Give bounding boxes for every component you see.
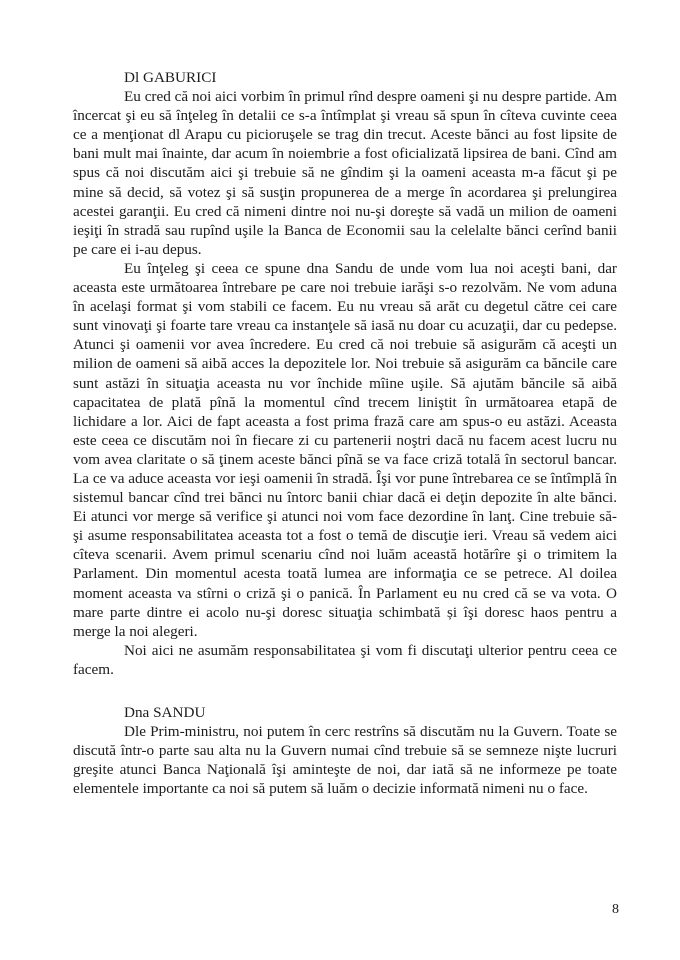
speaker-name: Dl GABURICI bbox=[124, 69, 217, 86]
paragraph: Eu înţeleg şi ceea ce spune dna Sandu de unde vom lua noi aceşti bani, dar aceasta este următoarea întrebare pe care noi trebuie iarăşi s-o rezolvăm. Ne vom aduna în acelaşi format şi vom stabili ce facem. Eu nu vreau să arăt cu degetul către cei care sunt vinovaţi şi foarte tare vreau ca instanţele să iasă nu doar cu acuzaţii, dar cu pedepse. Atunci şi oamenii vor avea încredere. Eu cred că noi trebuie să asigurăm că aceşti un milion de oameni să aibă acces la depozitele lor. Noi trebuie să asigurăm ca băncile care sunt astăzi în situaţia aceasta nu vor închide mîine uşile. Să ajutăm băncile să aibă capacitatea de plată pînă la momentul cînd trecem liniştit în următoarea etapă de lichidare a lor. Aici de fapt aceasta a fost prima frază care am spus-o eu astăzi. Aceasta este ceea ce discutăm noi în fiecare zi cu partenerii noştri dacă nu facem acest lucru nu vom avea claritate o să ţinem aceste bănci pînă se va face criză totală în sectorul bancar. La ce va aduce aceasta vor ieşi oamenii în stradă. Îşi vor pune întrebarea ce se întîmplă în sistemul bancar cînd trei bănci nu întorc banii chiar dacă ei deţin depozite în alte bănci. Ei atunci vor merge să verifice şi atunci noi vom face dezordine în lanţ. Cine trebuie să-şi asume responsabilitatea aceasta tot a fost o temă de discuţie ieri. Vreau să vedem aici cîteva scenarii. Avem primul scenariu cînd noi luăm această hotărîre şi o trimitem la Parlament. Din momentul acesta toată lumea are informaţia ce se petrece. Al doilea moment aceasta va stîrni o criză şi o panică. În Parlament eu nu cred că se va vota. O mare parte dintre ei acolo nu-şi doresc situaţia schimbată și îşi doresc haos pentru a merge la noi alegeri. bbox=[73, 259, 617, 640]
section-sandu bbox=[73, 703, 617, 798]
paragraph: Noi aici ne asumăm responsabilitatea şi vom fi discutaţi ulterior pentru ceea ce facem. bbox=[73, 641, 617, 678]
speaker-name: Dna SANDU bbox=[124, 704, 206, 721]
paragraph: Eu cred că noi aici vorbim în primul rînd despre oameni şi nu despre partide. Am încercat şi eu să înţeleg în detalii ce s-a întîmplat şi vreau să spun în cîteva cuvinte ceea ce a menţionat dl Arapu cu picioruşele se trag din trecut. Aceste bănci au fost lipsite de bani mult mai înainte, dar acum în noiembrie a fost oficializată lipsirea de bani. Cînd am spus că noi discutăm aici şi trebuie să ne gîndim şi la oameni aceasta m-a făcut şi pe mine să decid, să votez şi să susţin propunerea de a merge în acordarea şi prelungirea acestei garanţii. Eu cred că nimeni dintre noi nu-şi doreşte să vadă un milion de oameni ieşiţi în stradă sau rupînd uşile la Banca de Economii sau la celelalte bănci cerînd banii pe care ei i-au depus. bbox=[73, 88, 617, 258]
section-gaburici bbox=[73, 68, 617, 679]
page-number: 8 bbox=[612, 902, 619, 917]
transcript-body bbox=[73, 68, 617, 798]
section-spacer bbox=[73, 679, 617, 703]
paragraph: Dle Prim-ministru, noi putem în cerc restrîns să discutăm nu la Guvern. Toate se discută într-o parte sau alta nu la Guvern numai cînd trebuie să se semneze nişte lucruri greşite atunci Banca Naţională îşi aminteşte de noi, dar iată să ne informeze pe toate elementele importante ca noi să putem să luăm o decizie informată nimeni nu o face. bbox=[73, 723, 617, 798]
